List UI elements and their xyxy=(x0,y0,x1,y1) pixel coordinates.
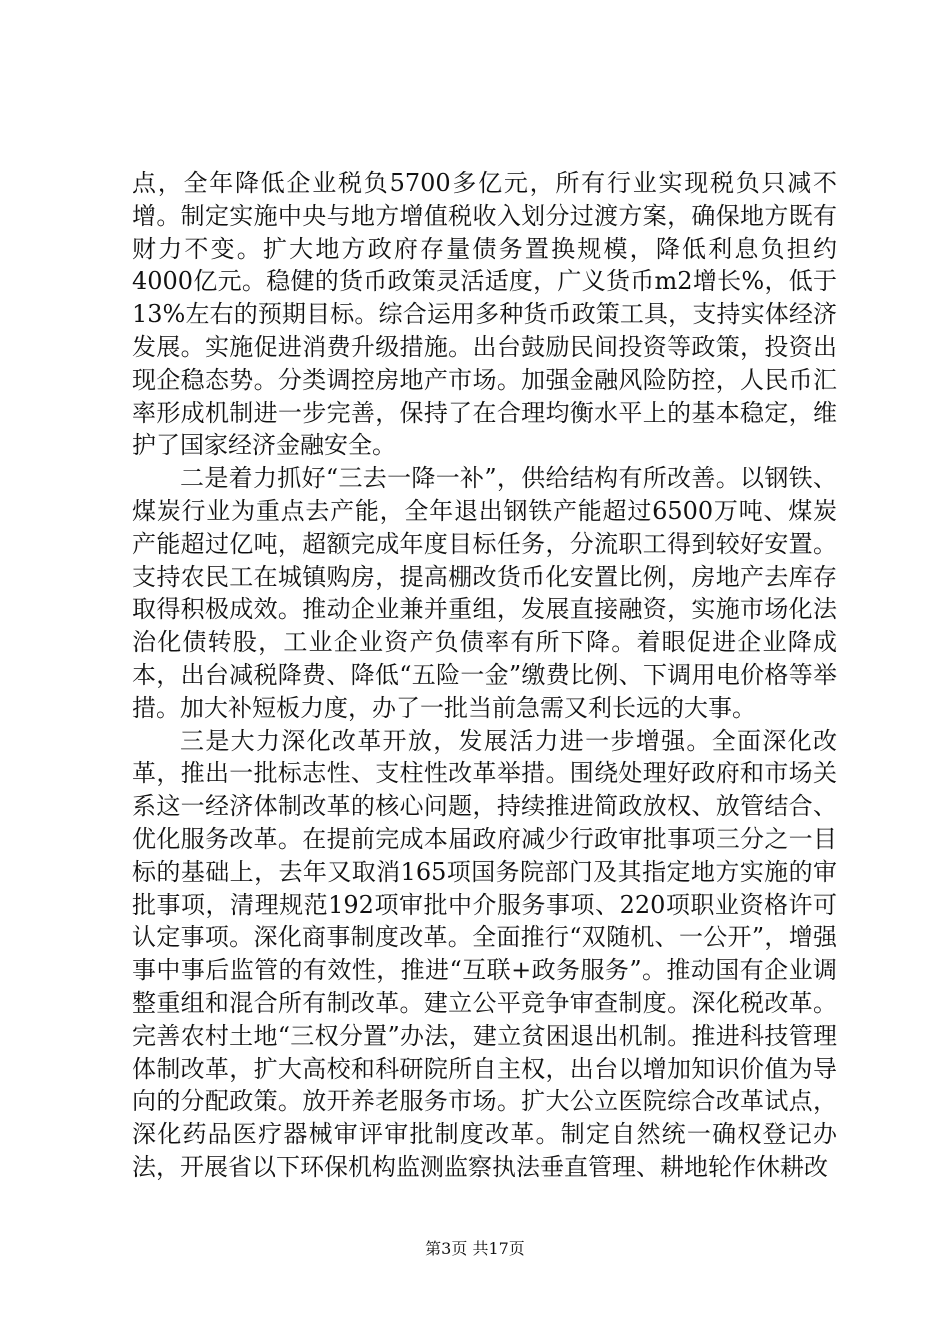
paragraph-1: 点，全年降低企业税负5700多亿元，所有行业实现税负只减不增。制定实施中央与地方增值税收入划分过渡方案，确保地方既有财力不变。扩大地方政府存量债务置换规模，降低利息负担约4000亿元。稳健的货币政策灵活适度，广义货币m2增长%，低于13%左右的预期目标。综合运用多种货币政策工具，支持实体经济发展。实施促进消费升级措施。出台鼓励民间投资等政策，投资出现企稳态势。分类调控房地产市场。加强金融风险防控，人民币汇率形成机制进一步完善，保持了在合理均衡水平上的基本稳定，维护了国家经济金融安全。 xyxy=(132,169,837,460)
page-number-footer: 第3页 共17页 xyxy=(425,1239,525,1258)
document-body xyxy=(132,167,837,1184)
paragraph-2: 二是着力抓好“三去一降一补”，供给结构有所改善。以钢铁、煤炭行业为重点去产能，全年退出钢铁产能超过6500万吨、煤炭产能超过亿吨，超额完成年度目标任务，分流职工得到较好安置。支持农民工在城镇购房，提高棚改货币化安置比例，房地产去库存取得积极成效。推动企业兼并重组，发展直接融资，实施市场化法治化债转股，工业企业资产负债率有所下降。着眼促进企业降成本，出台减税降费、降低“五险一金”缴费比例、下调用电价格等举措。加大补短板力度，办了一批当前急需又利长远的大事。 xyxy=(132,464,837,722)
paragraph-3: 三是大力深化改革开放，发展活力进一步增强。全面深化改革，推出一批标志性、支柱性改革举措。围绕处理好政府和市场关系这一经济体制改革的核心问题，持续推进简政放权、放管结合、优化服务改革。在提前完成本届政府减少行政审批事项三分之一目标的基础上，去年又取消165项国务院部门及其指定地方实施的审批事项，清理规范192项审批中介服务事项、220项职业资格许可认定事项。深化商事制度改革。全面推行“双随机、一公开”，增强事中事后监管的有效性，推进“互联+政务服务”。推动国有企业调整重组和混合所有制改革。建立公平竞争审查制度。深化税改革。完善农村土地“三权分置”办法，建立贫困退出机制。推进科技管理体制改革，扩大高校和科研院所自主权，出台以增加知识价值为导向的分配政策。放开养老服务市场。扩大公立医院综合改革试点，深化药品医疗器械审评审批制度改革。制定自然统一确权登记办法，开展省以下环保机构监测监察执法垂直管理、耕地轮作休耕改 xyxy=(132,726,837,1181)
